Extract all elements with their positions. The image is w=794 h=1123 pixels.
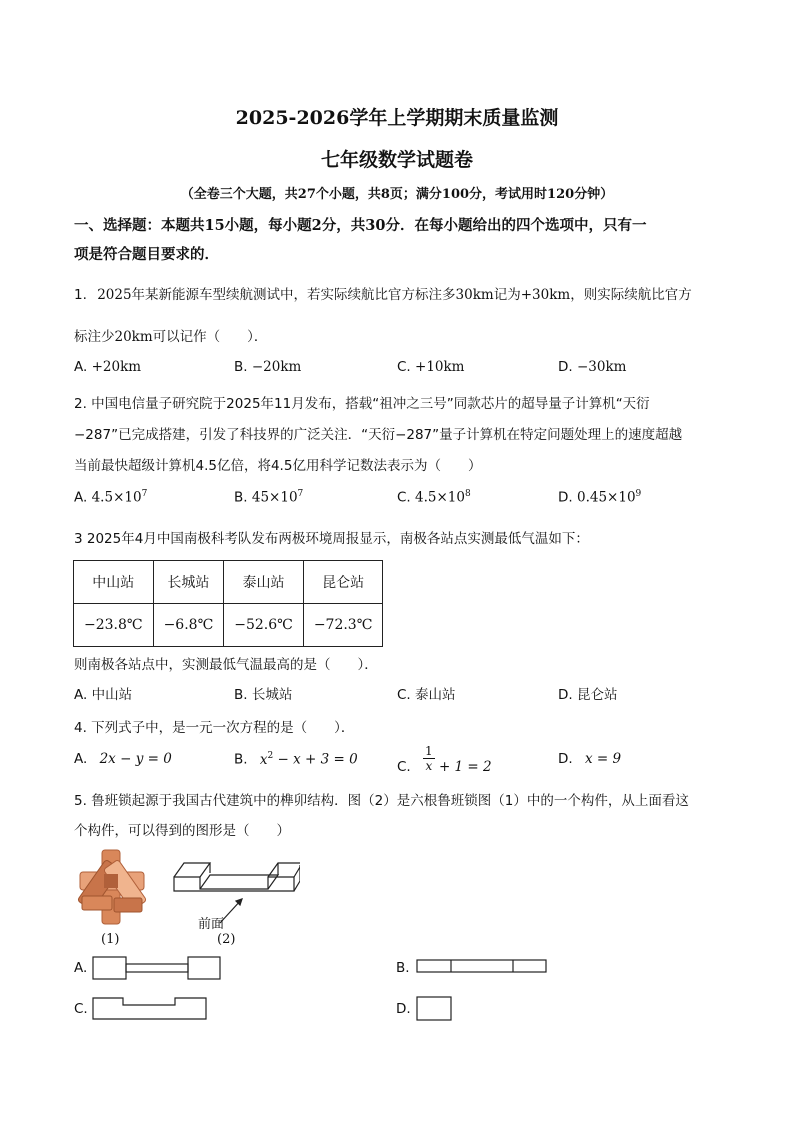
- option-label: A.: [74, 751, 88, 767]
- q1-year: 2025: [97, 287, 132, 303]
- q5-option-c-figure: [91, 996, 211, 1022]
- q5-option-d[interactable]: [396, 1001, 411, 1017]
- section-heading-line1: 一、选择题：本题共15小题，每小题2分，共30分．在每小题给出的四个选项中，只有一: [74, 217, 647, 234]
- option-text: −20km: [251, 359, 302, 375]
- q1-option-b[interactable]: [234, 359, 301, 375]
- q4-option-c[interactable]: [397, 744, 492, 773]
- option-text: 长城站: [251, 687, 293, 703]
- q1-value: 30km: [455, 287, 494, 303]
- q2-option-a[interactable]: [74, 489, 147, 506]
- question-3-line1: 3 2025年4月中国南极科考队发布两极环境周报显示，南极各站点实测最低气温如下：: [74, 531, 589, 547]
- table-cell: −52.6℃: [224, 604, 304, 647]
- option-label: B.: [396, 960, 410, 976]
- q1-value: +30km: [520, 287, 571, 303]
- q4-option-a[interactable]: [74, 751, 172, 767]
- q5-option-a[interactable]: [74, 960, 87, 976]
- q1-option-c[interactable]: [397, 359, 465, 375]
- q3-option-c[interactable]: [397, 683, 456, 703]
- table-header-cell: 中山站: [74, 561, 154, 604]
- table-header-cell: 长城站: [153, 561, 224, 604]
- q1-value: 20km: [114, 329, 153, 345]
- option-exponent: 9: [635, 489, 642, 499]
- option-formula: x = 9: [584, 751, 622, 767]
- option-label: C.: [397, 359, 411, 375]
- option-label: C.: [74, 1001, 88, 1017]
- q5-option-a-figure: [92, 956, 222, 980]
- q1-text: ，则实际续航比官方: [570, 287, 692, 303]
- q1-text: 记为: [493, 287, 521, 303]
- q3-option-b[interactable]: [234, 683, 292, 703]
- option-text: 4.5×10: [415, 489, 465, 506]
- q4-option-b[interactable]: [234, 751, 358, 768]
- option-label: B.: [234, 687, 248, 703]
- question-4-line1: 4. 下列式子中，是一元一次方程的是（ ）．: [74, 720, 355, 736]
- option-label: C.: [397, 489, 411, 506]
- question-5-line1: 5. 鲁班锁起源于我国古代建筑中的榫卯结构．图（2）是六根鲁班锁图（1）中的一个构件，从上面看这: [74, 793, 689, 809]
- option-label: D.: [396, 1001, 411, 1017]
- question-2-line2: −287”已完成搭建，引发了科技界的广泛关注．“天衍−287”量子计算机在特定问题处理上的速度超越: [74, 427, 683, 443]
- q2-option-d[interactable]: [558, 489, 641, 506]
- option-exponent: 2: [267, 751, 274, 761]
- q5-option-b[interactable]: [396, 960, 410, 976]
- table-row: [74, 561, 383, 604]
- option-label: B.: [234, 489, 248, 506]
- q1-option-d[interactable]: [558, 359, 626, 375]
- option-label: D.: [558, 359, 573, 375]
- table-cell: −72.3℃: [303, 604, 383, 647]
- q2-option-c[interactable]: [397, 489, 471, 506]
- luban-lock-image: [76, 846, 148, 928]
- q1-text: 可以记作（ ）．: [152, 329, 268, 345]
- option-text: 中山站: [91, 687, 133, 703]
- option-text: 泰山站: [415, 687, 456, 703]
- option-text: 45×10: [251, 489, 298, 506]
- q1-text: 年某新能源车型续航测试中，若实际续航比官方标注多: [131, 287, 456, 303]
- question-2-line3: 当前最快超级计算机4.5亿倍，将4.5亿用科学记数法表示为（ ）: [74, 458, 482, 474]
- option-text: 4.5×10: [91, 489, 142, 506]
- option-text: −30km: [576, 359, 627, 375]
- temperature-table: [73, 560, 383, 647]
- q1-option-a[interactable]: [74, 359, 141, 375]
- q5-option-c[interactable]: [74, 1001, 88, 1017]
- question-1-line2: [74, 325, 267, 345]
- exam-title: 2025-2026学年上学期期末质量监测: [235, 107, 559, 129]
- option-label: C.: [397, 758, 411, 775]
- option-exponent: 7: [297, 489, 304, 499]
- option-label: A.: [74, 359, 88, 375]
- option-exponent: 7: [141, 489, 148, 499]
- fraction-denominator: x: [425, 759, 433, 773]
- figure-caption-2: (2): [217, 932, 236, 947]
- q5-option-b-figure: [416, 959, 550, 975]
- option-label: A.: [74, 960, 88, 976]
- question-number: 1.: [74, 287, 87, 303]
- option-label: B.: [234, 751, 248, 768]
- option-text: +20km: [91, 359, 142, 375]
- table-row: [74, 604, 383, 647]
- table-header-cell: 泰山站: [224, 561, 304, 604]
- option-formula: − x + 3 = 0: [273, 751, 358, 768]
- option-formula: + 1 = 2: [434, 758, 492, 775]
- q4-option-d[interactable]: [558, 751, 621, 767]
- question-1-line1: [74, 283, 692, 303]
- q2-option-b[interactable]: [234, 489, 303, 506]
- option-text: 0.45×10: [576, 489, 636, 506]
- option-label: D.: [558, 687, 573, 703]
- option-label: D.: [558, 751, 573, 767]
- option-formula: 2x − y = 0: [99, 751, 172, 767]
- q1-text: 标注少: [74, 329, 115, 345]
- fraction-numerator: 1: [425, 744, 433, 758]
- q3-option-d[interactable]: [558, 683, 617, 703]
- question-2-line1: 2. 中国电信量子研究院于2025年11月发布，搭载“祖冲之三号”同款芯片的超导量子计算机“天衍: [74, 396, 650, 412]
- question-5-line2: 个构件，可以得到的图形是（ ）: [74, 823, 290, 839]
- option-label: A.: [74, 687, 88, 703]
- option-exponent: 8: [464, 489, 471, 499]
- option-label: A.: [74, 489, 88, 506]
- option-label: C.: [397, 687, 411, 703]
- component-3d-figure: [170, 855, 300, 935]
- q5-option-d-figure: [416, 996, 454, 1022]
- figure-caption-1: (1): [101, 932, 120, 947]
- front-label: 前面: [198, 917, 225, 932]
- exam-note: （全卷三个大题，共27个小题，共8页；满分100分，考试用时120分钟）: [180, 187, 614, 202]
- exam-subtitle: 七年级数学试题卷: [320, 149, 473, 171]
- option-text: +10km: [415, 359, 465, 375]
- table-cell: −23.8℃: [74, 604, 154, 647]
- option-formula: x: [259, 751, 268, 768]
- question-3-line2: 则南极各站点中，实测最低气温最高的是（ ）．: [74, 657, 378, 673]
- q3-option-a[interactable]: [74, 683, 132, 703]
- fraction: [423, 744, 435, 773]
- table-cell: −6.8℃: [153, 604, 224, 647]
- option-text: 昆仑站: [576, 687, 618, 703]
- table-header-cell: 昆仑站: [303, 561, 383, 604]
- option-label: B.: [234, 359, 248, 375]
- option-label: D.: [558, 489, 573, 506]
- section-heading-line2: 项是符合题目要求的．: [74, 246, 219, 263]
